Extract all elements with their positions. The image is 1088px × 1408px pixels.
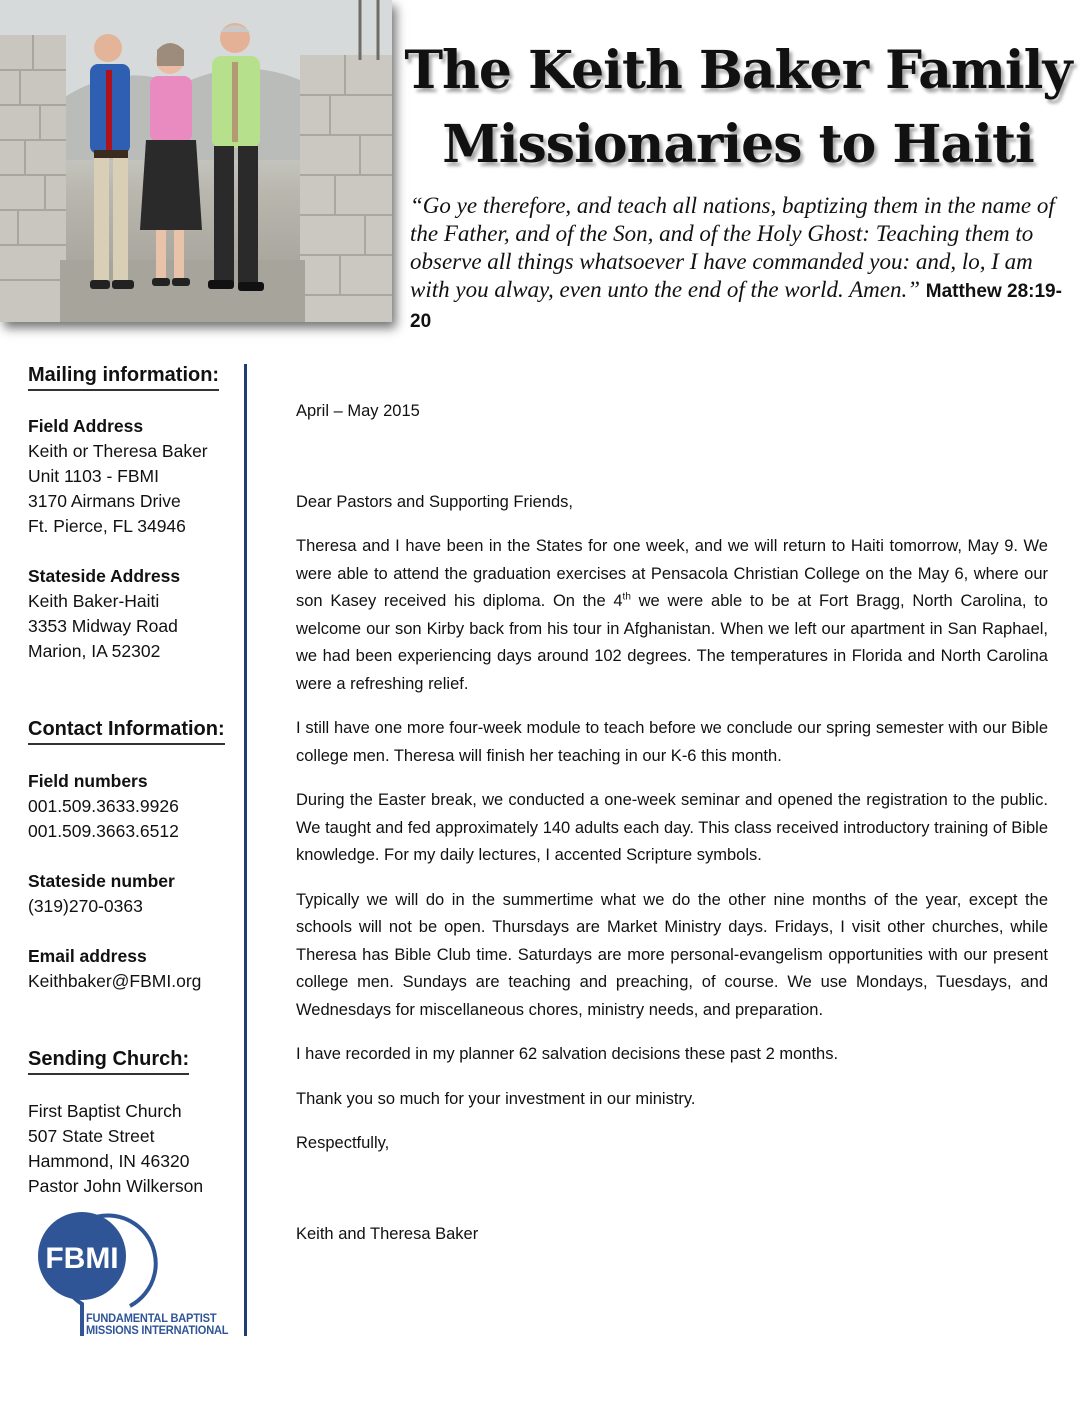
letter-closing: Respectfully,	[296, 1134, 390, 1152]
field-numbers-label: Field numbers	[28, 771, 148, 791]
field-address-label: Field Address	[28, 416, 144, 436]
verse-text: “Go ye therefore, and teach all nations, baptizing them in the name of the Father, and of the Son, and of the Holy Ghost: Teaching them to observe all things whatsoever I have commanded you: and, lo, I am with you alway, even unto the end of the world. Amen.”	[410, 193, 1055, 302]
stateside-address-line: Keith Baker-Haiti	[28, 591, 160, 611]
field-phone-number: 001.509.3663.6512	[28, 821, 179, 841]
ordinal-suffix: th	[622, 591, 631, 603]
logo-line-2: MISSIONS INTERNATIONAL	[86, 1323, 229, 1337]
contact-heading: Contact Information:	[28, 718, 225, 745]
letter-paragraph	[296, 533, 1048, 698]
letter-signature: Keith and Theresa Baker	[296, 1224, 479, 1243]
logo-line-1: FUNDAMENTAL BAPTIST	[86, 1311, 217, 1325]
sidebar-divider	[244, 364, 247, 1336]
field-address-line: Unit 1103 - FBMI	[28, 466, 159, 486]
church-line: 507 State Street	[28, 1126, 155, 1146]
title-line-2: Missionaries to Haiti	[442, 114, 1034, 175]
letter-paragraph: I still have one more four-week module to teach before we conclude our spring semester with our Bible college men. Theresa will finish her teaching in our K-6 this month.	[296, 719, 1048, 765]
sending-church-block	[28, 1099, 203, 1199]
letter-paragraph: I have recorded in my planner 62 salvation decisions these past 2 months.	[296, 1045, 839, 1063]
church-line: Hammond, IN 46320	[28, 1151, 190, 1171]
field-address-line: 3170 Airmans Drive	[28, 491, 181, 511]
stateside-phone-number: (319)270-0363	[28, 896, 143, 916]
logo-mark-text: FBMI	[45, 1242, 119, 1275]
mailing-heading: Mailing information:	[28, 364, 219, 391]
email-label: Email address	[28, 946, 147, 966]
fbmi-logo	[30, 1204, 240, 1338]
letter-body	[296, 398, 1048, 1265]
church-heading: Sending Church:	[28, 1048, 189, 1075]
stateside-address-line: Marion, IA 52302	[28, 641, 161, 661]
field-address-line: Keith or Theresa Baker	[28, 441, 208, 461]
paragraph-text: we were able to be at Fort Bragg, North Carolina, to welcome our son Kirby back from his tour in Afghanistan. When we left our apartment in San Raphael, we had been experiencing days around 102 degrees. The temperatures in Florida and North Carolina were a refreshing relief.	[296, 592, 1048, 693]
family-photo	[0, 0, 392, 322]
stateside-number-label: Stateside number	[28, 871, 175, 891]
stateside-address-line: 3353 Midway Road	[28, 616, 178, 636]
email-address[interactable]: Keithbaker@FBMI.org	[28, 971, 202, 991]
field-address-line: Ft. Pierce, FL 34946	[28, 516, 186, 536]
letter-paragraph: Typically we will do in the summertime what we do the other nine months of the year, except the schools will not be open. Thursdays are Market Ministry days. Fridays, I visit other churches, while Theresa has Bible Club time. Saturdays are more personal-evangelism opportunities with our present college men. Sundays are teaching and preaching, of course. We use Mondays, Tuesdays, and Wednesdays for miscellaneous chores, ministry needs, and preparation.	[296, 890, 1048, 1019]
letter-greeting: Dear Pastors and Supporting Friends,	[296, 492, 573, 511]
family-photo-illustration	[0, 0, 392, 322]
stateside-address-block	[28, 564, 180, 664]
verse-reference: Matthew 28:19-20	[410, 281, 1062, 332]
title-line-1: The Keith Baker Family	[404, 40, 1072, 101]
letter-paragraph: During the Easter break, we conducted a one-week seminar and opened the registration to the public. We taught and fed approximately 140 adults each day. This class received introductory training of Bible knowledge. For my daily lectures, I accented Scripture symbols.	[296, 791, 1048, 864]
field-phone-number: 001.509.3633.9926	[28, 796, 179, 816]
scripture-verse	[410, 192, 1078, 336]
stateside-address-label: Stateside Address	[28, 566, 181, 586]
field-address-block	[28, 414, 208, 539]
email-block	[28, 944, 201, 994]
letter-paragraph: Thank you so much for your investment in our ministry.	[296, 1089, 696, 1108]
paragraph-text: Theresa and I have been in the States for one week, and we will return to Haiti tomorrow, May 9. We were able to attend the graduation exercises at Pensacola Christian College on the May 6, where our son Kasey received his diploma. On the 4	[296, 537, 1048, 610]
stateside-number-block	[28, 869, 175, 919]
church-line: Pastor John Wilkerson	[28, 1176, 204, 1196]
letter-date: April – May 2015	[296, 402, 420, 420]
field-numbers-block	[28, 769, 179, 844]
newsletter-title	[398, 34, 1078, 182]
church-line: First Baptist Church	[28, 1101, 182, 1121]
